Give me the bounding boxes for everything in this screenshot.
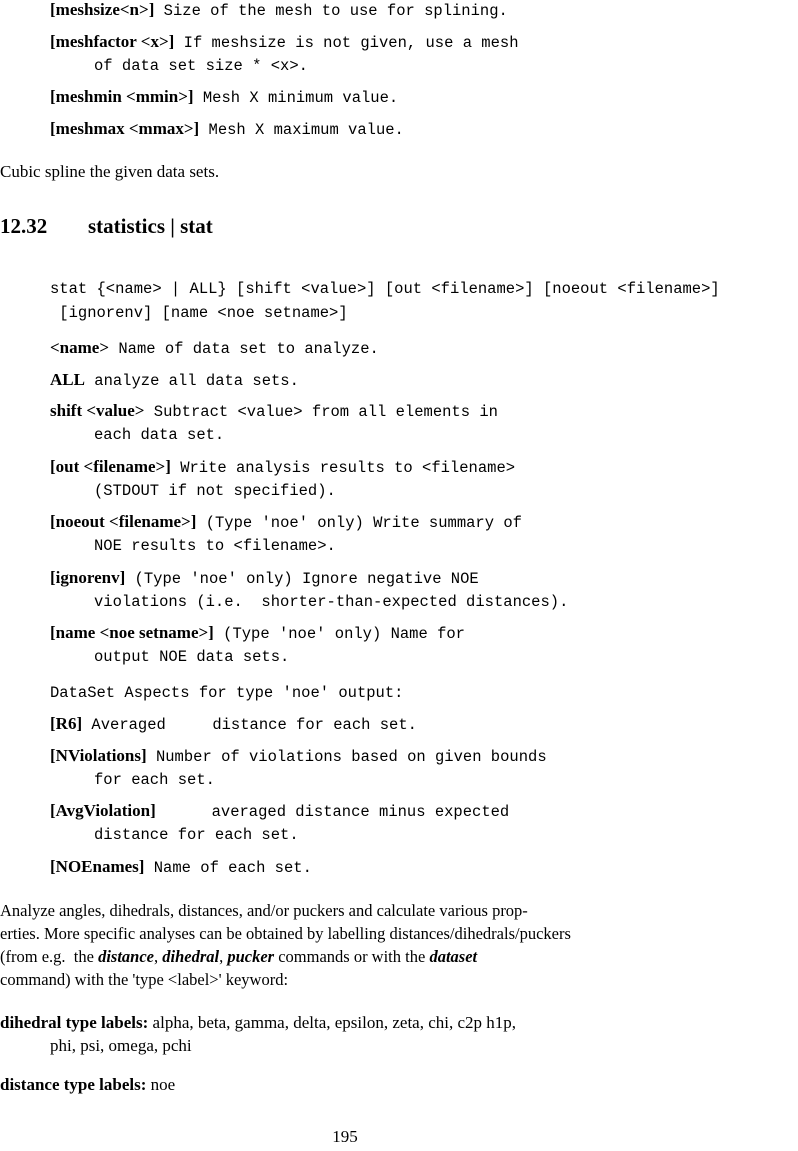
option-cont: violations (i.e. shorter-than-expected distances). — [94, 593, 569, 611]
dihedral-labels — [0, 1013, 516, 1033]
aspect-desc: averaged distance minus expected — [155, 803, 510, 821]
option-cont: (STDOUT if not specified). — [94, 482, 336, 500]
option-ignorenv — [50, 568, 479, 589]
option-desc: (Type 'noe' only) Name for — [213, 625, 465, 643]
analyze-paragraph-line: Analyze angles, dihedrals, distances, and/or puckers and calculate various prop- — [0, 901, 528, 920]
section-heading — [0, 214, 213, 238]
aspect-term: [AvgViolation] — [50, 801, 156, 820]
option-term: <name> — [50, 338, 110, 357]
option-meshmax — [50, 119, 404, 140]
option-term: [meshfactor <x>] — [50, 32, 175, 51]
option-desc: Size of the mesh to use for splining. — [154, 2, 508, 20]
option-desc: Name of data set to analyze. — [109, 340, 379, 358]
option-cont: of data set size * <x>. — [94, 57, 308, 75]
option-noeout — [50, 512, 522, 533]
labels-term: distance type labels: — [0, 1075, 147, 1094]
aspect-r6 — [50, 714, 417, 735]
analyze-paragraph-line — [0, 947, 477, 967]
section-number: 12.32 — [0, 214, 48, 238]
aspect-desc: Averaged distance for each set. — [82, 716, 417, 734]
option-setname — [50, 623, 465, 644]
aspect-term: [NOEnames] — [50, 857, 145, 876]
analyze-paragraph-line: command) with the 'type <label>' keyword: — [0, 970, 289, 989]
text-run: commands or with the — [274, 947, 430, 966]
option-all — [50, 370, 299, 391]
aspect-nviolations — [50, 746, 547, 767]
option-desc: Write analysis results to <filename> — [170, 459, 516, 477]
option-desc: Subtract <value> from all elements in — [144, 403, 498, 421]
option-meshfactor — [50, 32, 519, 53]
option-cont: each data set. — [94, 426, 225, 444]
labels-term: dihedral type labels: — [0, 1013, 149, 1032]
option-desc: (Type 'noe' only) Ignore negative NOE — [125, 570, 479, 588]
option-term: [noeout <filename>] — [50, 512, 197, 531]
command-dataset: dataset — [429, 947, 478, 966]
option-cont: output NOE data sets. — [94, 648, 290, 666]
usage-line: stat {<name> | ALL} [shift <value>] [out <filename>] [noeout <filename>] — [50, 280, 720, 298]
text-run: (from e.g. the — [0, 947, 99, 966]
option-term: [meshsize<n>] — [50, 0, 155, 19]
aspect-cont: distance for each set. — [94, 826, 299, 844]
option-name — [50, 338, 379, 359]
aspect-desc: Name of each set. — [144, 859, 312, 877]
aspect-cont: for each set. — [94, 771, 215, 789]
text-run: , — [219, 947, 228, 966]
text-run: , — [153, 947, 163, 966]
page-number: 195 — [332, 1127, 358, 1146]
spline-description: Cubic spline the given data sets. — [0, 162, 220, 181]
aspect-term: [NViolations] — [50, 746, 147, 765]
dihedral-labels-cont: phi, psi, omega, pchi — [50, 1036, 192, 1055]
aspect-noenames — [50, 857, 312, 878]
command-dihedral: dihedral — [162, 947, 220, 966]
option-desc: (Type 'noe' only) Write summary of — [196, 514, 522, 532]
distance-labels — [0, 1075, 175, 1095]
command-distance: distance — [98, 947, 154, 966]
option-desc: If meshsize is not given, use a mesh — [174, 34, 519, 52]
aspect-desc: Number of violations based on given bounds — [146, 748, 547, 766]
option-term: [meshmax <mmax>] — [50, 119, 200, 138]
labels-value: alpha, beta, gamma, delta, epsilon, zeta, chi, c2p h1p, — [148, 1013, 517, 1032]
option-desc: Mesh X minimum value. — [193, 89, 399, 107]
option-out — [50, 457, 515, 478]
option-term: shift <value> — [50, 401, 145, 420]
option-desc: analyze all data sets. — [84, 372, 299, 390]
option-meshmin — [50, 87, 398, 108]
option-meshsize — [50, 0, 508, 21]
option-desc: Mesh X maximum value. — [199, 121, 404, 139]
command-pucker: pucker — [227, 947, 275, 966]
option-term: [ignorenv] — [50, 568, 126, 587]
aspect-term: [R6] — [50, 714, 83, 733]
option-term: [out <filename>] — [50, 457, 171, 476]
option-term: ALL — [50, 370, 85, 389]
option-term: [name <noe setname>] — [50, 623, 214, 642]
option-term: [meshmin <mmin>] — [50, 87, 194, 106]
option-shift — [50, 401, 498, 422]
aspects-heading: DataSet Aspects for type 'noe' output: — [50, 684, 404, 702]
usage-line: [ignorenv] [name <noe setname>] — [50, 304, 348, 322]
analyze-paragraph-line: erties. More specific analyses can be obtained by labelling distances/dihedrals/puckers — [0, 924, 571, 943]
section-title: statistics | stat — [88, 214, 213, 238]
labels-value: noe — [146, 1075, 176, 1094]
aspect-avgviolation — [50, 801, 509, 822]
option-cont: NOE results to <filename>. — [94, 537, 336, 555]
